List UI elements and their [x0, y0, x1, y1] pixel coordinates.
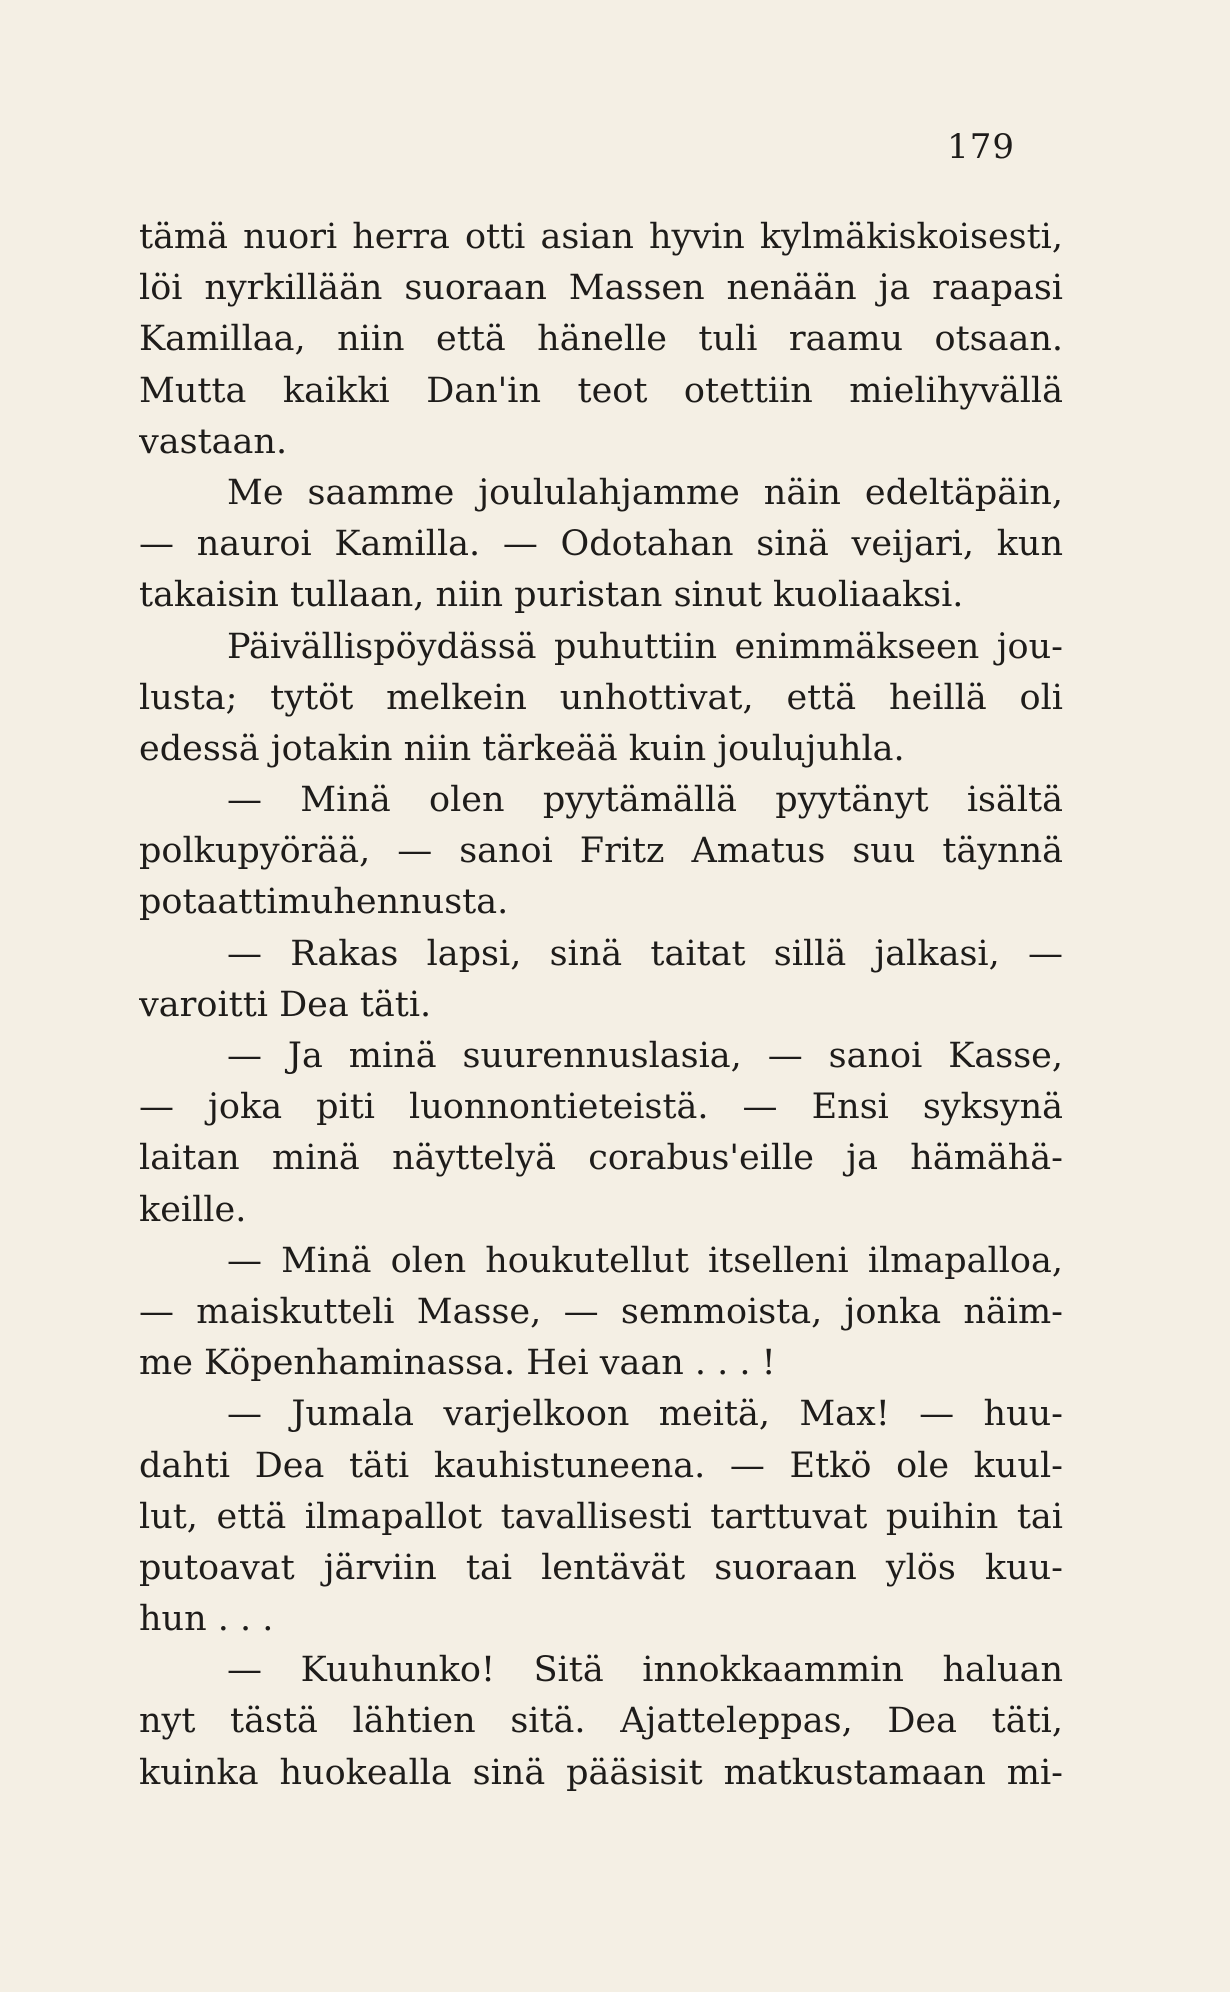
text-line: — joka piti luonnontieteistä. — Ensi syksynä [139, 1087, 1063, 1128]
text-line: löi nyrkillään suoraan Massen nenään ja raapasi [139, 268, 1063, 309]
text-line: — Ja minä suurennuslasia, — sanoi Kasse, [227, 1036, 1063, 1076]
text-line: laitan minä näyttelyä corabus'eille ja hämähä- [139, 1138, 1063, 1179]
text-line: edessä jotakin niin tärkeää kuin joulujuhla. [139, 728, 905, 769]
text-line: kuinka huokealla sinä pääsisit matkustamaan mi- [139, 1752, 1063, 1793]
text-line: me Köpenhaminassa. Hei vaan . . . ! [139, 1343, 776, 1384]
text-line: lusta; tytöt melkein unhottivat, että heillä oli [139, 677, 1063, 718]
text-line: Päivällispöydässä puhuttiin enimmäkseen jou- [227, 626, 1063, 667]
text-line: potaattimuhennusta. [139, 882, 509, 923]
text-line: takaisin tullaan, niin puristan sinut kuoliaaksi. [139, 575, 964, 616]
text-line: tämä nuori herra otti asian hyvin kylmäkiskoisesti, [139, 217, 1063, 257]
text-line: polkupyörää, — sanoi Fritz Amatus suu täynnä [139, 831, 1063, 872]
text-line: — maiskutteli Masse, — semmoista, jonka näim- [139, 1291, 1063, 1332]
text-line: putoavat järviin tai lentävät suoraan ylös kuu- [139, 1547, 1063, 1588]
text-line: Mutta kaikki Dan'in teot otettiin mielihyvällä [139, 370, 1063, 411]
text-line: — Jumala varjelkoon meitä, Max! — huu- [227, 1394, 1063, 1435]
text-line: dahti Dea täti kauhistuneena. — Etkö ole kuul- [139, 1445, 1063, 1486]
page-number: 179 [947, 127, 1015, 167]
text-line: lut, että ilmapallot tavallisesti tarttuvat puihin tai [139, 1496, 1063, 1537]
text-line: — Kuuhunko! Sitä innokkaammin haluan [227, 1650, 1063, 1691]
text-line: — nauroi Kamilla. — Odotahan sinä veijari, kun [139, 524, 1063, 565]
body-text [139, 212, 1063, 1799]
text-line: hun . . . [139, 1599, 274, 1640]
text-line: keille. [139, 1189, 247, 1230]
text-line: — Rakas lapsi, sinä taitat sillä jalkasi, — [227, 933, 1063, 974]
text-line: — Minä olen houkutellut itselleni ilmapalloa, [227, 1240, 1063, 1281]
text-line: Kamillaa, niin että hänelle tuli raamu otsaan. [139, 319, 1063, 360]
text-line: — Minä olen pyytämällä pyytänyt isältä [227, 780, 1063, 821]
text-line: nyt tästä lähtien sitä. Ajatteleppas, Dea täti, [139, 1701, 1063, 1742]
text-line: vastaan. [139, 421, 288, 462]
text-line: varoitti Dea täti. [139, 984, 432, 1025]
text-line: Me saamme joululahjamme näin edeltäpäin, [227, 472, 1063, 513]
